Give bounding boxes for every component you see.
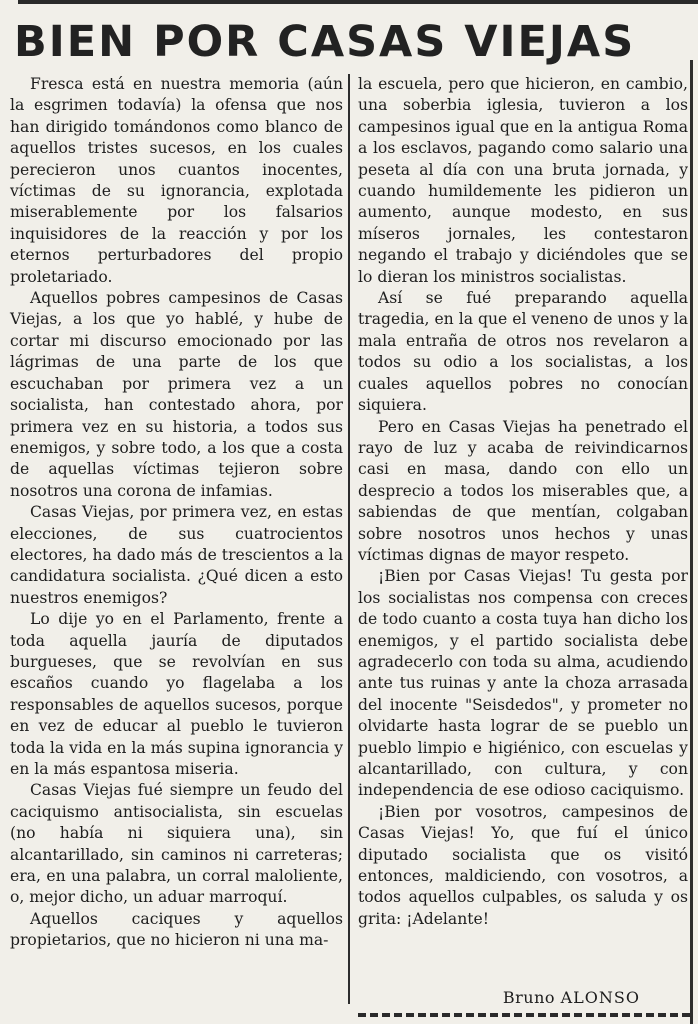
- top-rule: [18, 0, 698, 4]
- left-column: [10, 74, 343, 952]
- right-border-rule: [690, 60, 693, 1024]
- right-column: [358, 74, 688, 930]
- paragraph: Así se fué preparando aquella tragedia, en la que el veneno de unos y la mala entraña de otros nos revelaron a todos su odio a los socialistas, a los cuales aquellos pobres no conocían siquiera.: [358, 289, 688, 415]
- paragraph-continuation: la escuela, pero que hicieron, en cambio, una soberbia iglesia, tuvieron a los campesinos igual que en la antigua Roma a los esclavos, pagando como salario una peseta al día con una bruta jornada, y cuando humildemente les pidieron un aumento, aunque modesto, en sus míseros jornales, les contestaron negando el trabajo y diciéndoles que se lo dieran los ministros socialistas.: [358, 75, 688, 286]
- author-first-name: Bruno: [502, 988, 556, 1007]
- paragraph: Aquellos pobres campesinos de Casas Viejas, a los que yo hablé, y hube de cortar mi discurso emocionado por las lágrimas de una parte de los que escuchaban por primera vez a un socialista, han contestado ahora, por primera vez en su historia, a todos sus enemigos, y sobre todo, a los que a costa de aquellas víctimas tejieron sobre nosotros una corona de infamias.: [10, 289, 343, 500]
- paragraph: ¡Bien por vosotros, campesinos de Casas Viejas! Yo, que fuí el único diputado socialista que os visitó entonces, maldiciendo, con vosotros, a todos aquellos culpables, os saluda y os grita: ¡Adelante!: [358, 802, 688, 928]
- paragraph: Aquellos caciques y aquellos propietarios, que no hicieron ni una ma-: [10, 909, 343, 950]
- paragraph: Casas Viejas fué siempre un feudo del caciquismo antisocialista, sin escuelas (no había ni siquiera una), sin alcantarillado, sin caminos ni carreteras; era, en una palabra, un corral maloliente, o, mejor dicho, un aduar marroquí.: [10, 781, 343, 907]
- paragraph: Lo dije yo en el Parlamento, frente a toda aquella jauría de diputados burgueses, que se revolvían en sus escaños cuando yo flagelaba a los responsables de aquellos sucesos, porque en vez de educar al pueblo le tuvieron toda la vida en la más supina ignorancia y en la más espantosa miseria.: [10, 610, 343, 778]
- column-divider: [348, 74, 350, 1004]
- author-signature: [503, 987, 640, 1009]
- bottom-dashed-rule: [358, 1013, 690, 1017]
- author-surname: ALONSO: [560, 988, 640, 1007]
- paragraph: Fresca está en nuestra memoria (aún la esgrimen todavía) la ofensa que nos han dirigido tomándonos como blanco de aquellos tristes sucesos, en los cuales perecieron unos cuantos inocentes, víctimas de su ignorancia, explotada miserablemente por los falsarios inquisidores de la reacción y por los eternos perturbadores del propio proletariado.: [10, 75, 343, 286]
- article-headline: BIEN POR CASAS VIEJAS: [14, 17, 636, 67]
- paragraph: Casas Viejas, por primera vez, en estas elecciones, de sus cuatrocientos electores, ha dado más de trescientos a la candidatura socialista. ¿Qué dicen a esto nuestros enemigos?: [10, 503, 343, 607]
- paragraph: ¡Bien por Casas Viejas! Tu gesta por los socialistas nos compensa con creces de todo cuanto a costa tuya han dicho los enemigos, y el partido socialista debe agradecerlo con toda su alma, acudiendo ante tus ruinas y ante la choza arrasada del inocente "Seisdedos", y prometer no olvidarte hasta lograr de se pueblo un pueblo limpio e higiénico, con escuelas y alcantarillado, con cultura, y con independencia de ese odioso caciquismo.: [358, 567, 688, 800]
- paragraph: Pero en Casas Viejas ha penetrado el rayo de luz y acaba de reivindicarnos casi en masa, dando con ello un desprecio a todos los miserables que, a sabiendas de que mentían, colgaban sobre nosotros unos hechos y unas víctimas dignas de mayor respeto.: [358, 417, 688, 564]
